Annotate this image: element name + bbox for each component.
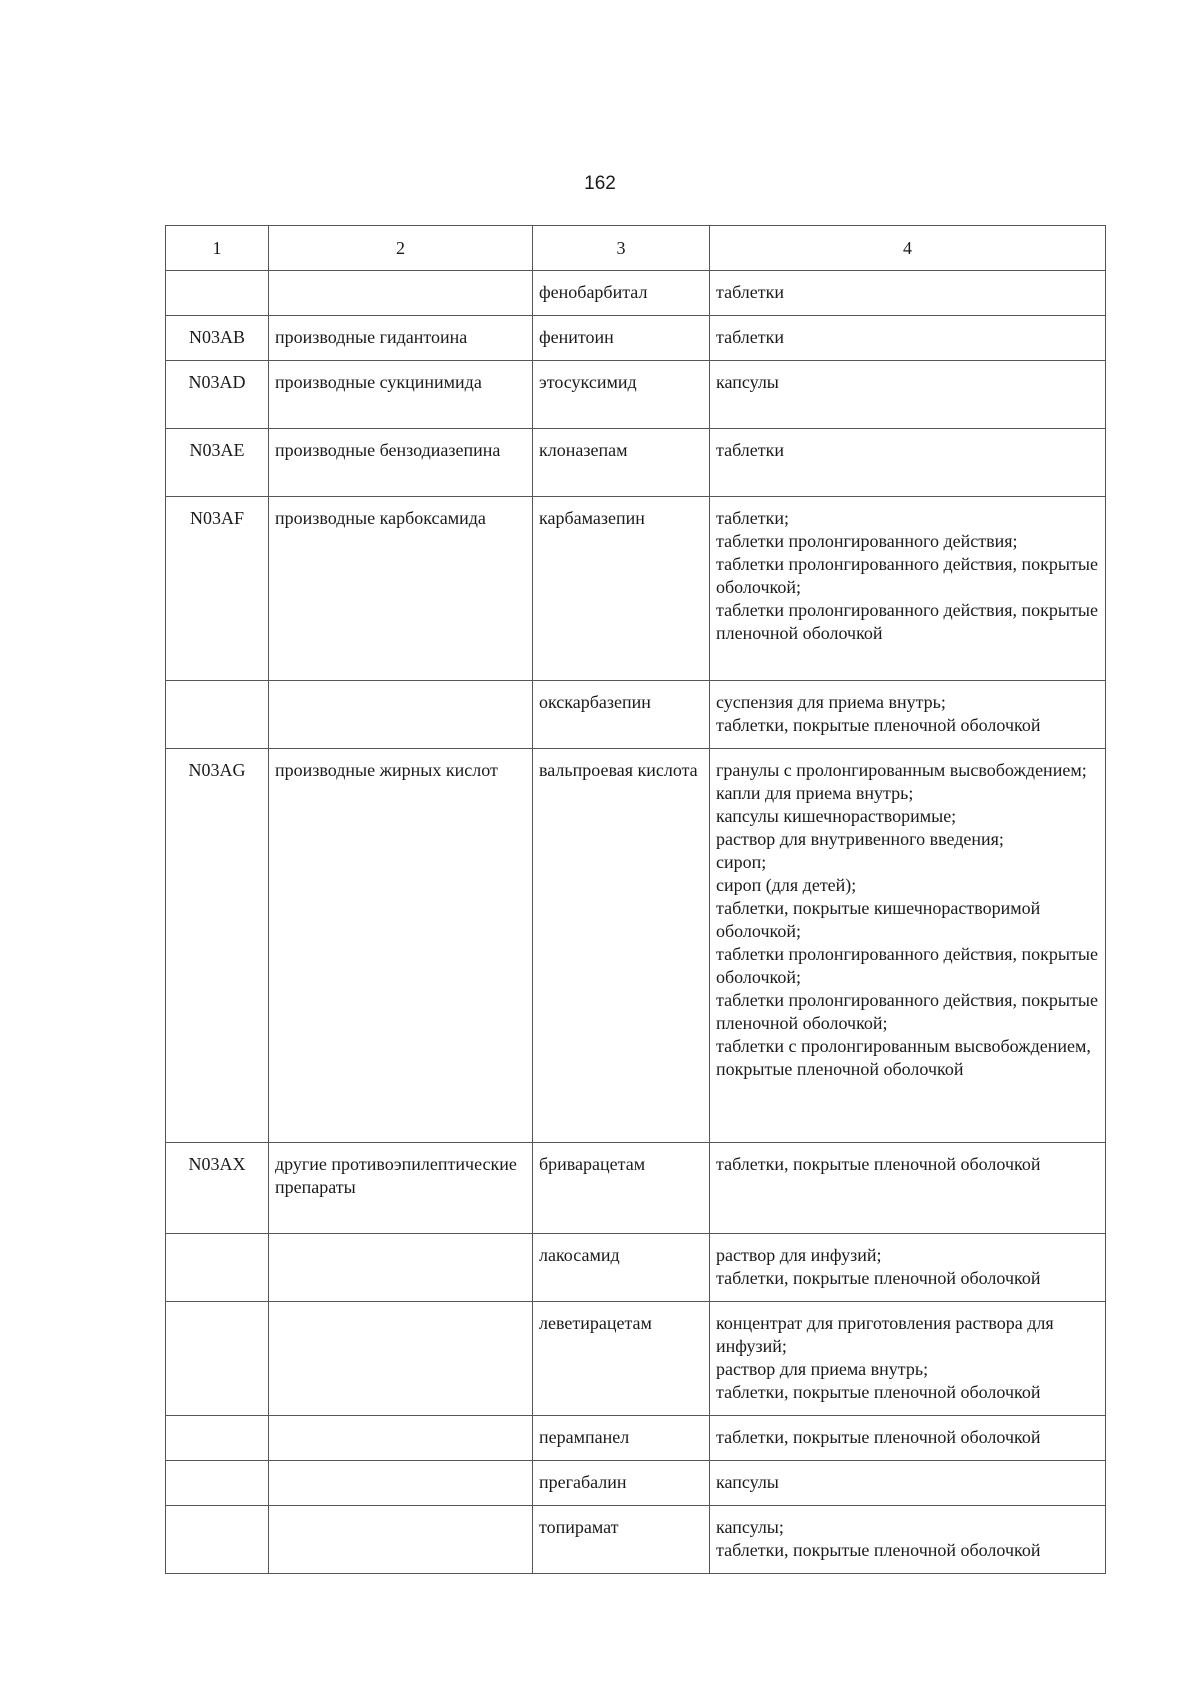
header-cell-2: 2	[269, 226, 533, 271]
atc-code-cell	[166, 1234, 269, 1302]
atc-code-cell	[166, 1461, 269, 1506]
drug-name-cell: леветирацетам	[533, 1302, 710, 1416]
table-row	[166, 429, 1106, 497]
drug-name-cell: этосуксимид	[533, 361, 710, 429]
table-row	[166, 749, 1106, 1143]
dosage-form: таблетки пролонгированного действия, покрытые оболочкой;	[716, 554, 1098, 597]
dosage-form: таблетки пролонгированного действия;	[716, 531, 1018, 551]
dosage-form: таблетки, покрытые пленочной оболочкой	[716, 1427, 1041, 1447]
drug-name-cell: фенитоин	[533, 316, 710, 361]
atc-code-cell: N03AF	[166, 497, 269, 681]
dosage-form: таблетки, покрытые пленочной оболочкой	[716, 1154, 1041, 1174]
dosage-form: сироп;	[716, 852, 767, 872]
dosage-form: таблетки	[716, 282, 785, 302]
atc-code-cell	[166, 271, 269, 316]
table-row	[166, 1143, 1106, 1234]
atc-code-cell: N03AX	[166, 1143, 269, 1234]
table-row	[166, 1506, 1106, 1574]
dosage-forms-cell	[710, 681, 1106, 749]
group-name-cell: производные жирных кислот	[269, 749, 533, 1143]
table-row	[166, 361, 1106, 429]
drug-name-cell: окскарбазепин	[533, 681, 710, 749]
group-name-cell	[269, 1506, 533, 1574]
header-cell-3: 3	[533, 226, 710, 271]
drug-name-cell: карбамазепин	[533, 497, 710, 681]
table-row	[166, 497, 1106, 681]
group-name-cell	[269, 271, 533, 316]
dosage-form: таблетки пролонгированного действия, покрытые пленочной оболочкой	[716, 600, 1098, 643]
dosage-form: таблетки, покрытые пленочной оболочкой	[716, 1540, 1041, 1560]
atc-code-cell: N03AG	[166, 749, 269, 1143]
dosage-form: таблетки, покрытые пленочной оболочкой	[716, 715, 1041, 735]
drug-name-cell: фенобарбитал	[533, 271, 710, 316]
dosage-form: концентрат для приготовления раствора для инфузий;	[716, 1313, 1054, 1356]
table-row	[166, 1234, 1106, 1302]
dosage-forms-cell	[710, 1302, 1106, 1416]
dosage-form: таблетки;	[716, 508, 790, 528]
dosage-form: таблетки, покрытые пленочной оболочкой	[716, 1268, 1041, 1288]
group-name-cell: производные сукцинимида	[269, 361, 533, 429]
atc-code-cell	[166, 1506, 269, 1574]
header-cell-1: 1	[166, 226, 269, 271]
dosage-forms-cell	[710, 1416, 1106, 1461]
dosage-form: таблетки, покрытые пленочной оболочкой	[716, 1382, 1041, 1402]
dosage-forms-cell	[710, 497, 1106, 681]
atc-code-cell: N03AB	[166, 316, 269, 361]
table-row	[166, 316, 1106, 361]
dosage-forms-cell	[710, 1461, 1106, 1506]
dosage-form: таблетки пролонгированного действия, покрытые пленочной оболочкой;	[716, 990, 1098, 1033]
table-row	[166, 1302, 1106, 1416]
dosage-forms-cell	[710, 429, 1106, 497]
dosage-form: таблетки	[716, 440, 785, 460]
drug-name-cell: лакосамид	[533, 1234, 710, 1302]
group-name-cell: производные гидантоина	[269, 316, 533, 361]
dosage-forms-cell	[710, 316, 1106, 361]
dosage-forms-cell	[710, 361, 1106, 429]
group-name-cell	[269, 1234, 533, 1302]
drug-name-cell: прегабалин	[533, 1461, 710, 1506]
header-cell-4: 4	[710, 226, 1106, 271]
table-row	[166, 1416, 1106, 1461]
dosage-form: таблетки, покрытые кишечнорастворимой оболочкой;	[716, 898, 1041, 941]
atc-code-cell: N03AE	[166, 429, 269, 497]
dosage-form: сироп (для детей);	[716, 875, 857, 895]
page-number: 162	[584, 173, 616, 194]
group-name-cell	[269, 681, 533, 749]
dosage-form: капли для приема внутрь;	[716, 783, 914, 803]
dosage-form: таблетки с пролонгированным высвобождением, покрытые пленочной оболочкой	[716, 1036, 1091, 1079]
dosage-form: раствор для приема внутрь;	[716, 1359, 929, 1379]
drug-table	[165, 225, 1106, 1574]
atc-code-cell	[166, 1302, 269, 1416]
group-name-cell: производные бензодиазепина	[269, 429, 533, 497]
table-row	[166, 271, 1106, 316]
dosage-form: капсулы;	[716, 1517, 784, 1537]
dosage-form: таблетки пролонгированного действия, покрытые оболочкой;	[716, 944, 1098, 987]
dosage-form: гранулы с пролонгированным высвобождением;	[716, 760, 1087, 780]
dosage-forms-cell	[710, 749, 1106, 1143]
atc-code-cell: N03AD	[166, 361, 269, 429]
atc-code-cell	[166, 681, 269, 749]
table-row	[166, 1461, 1106, 1506]
dosage-forms-cell	[710, 271, 1106, 316]
drug-name-cell: перампанел	[533, 1416, 710, 1461]
dosage-form: капсулы	[716, 372, 779, 392]
group-name-cell	[269, 1461, 533, 1506]
dosage-form: раствор для инфузий;	[716, 1245, 882, 1265]
drug-name-cell: топирамат	[533, 1506, 710, 1574]
header-row	[166, 226, 1106, 271]
group-name-cell: производные карбоксамида	[269, 497, 533, 681]
dosage-forms-cell	[710, 1506, 1106, 1574]
dosage-forms-cell	[710, 1234, 1106, 1302]
drug-name-cell: вальпроевая кислота	[533, 749, 710, 1143]
group-name-cell	[269, 1416, 533, 1461]
table-row	[166, 681, 1106, 749]
dosage-forms-cell	[710, 1143, 1106, 1234]
drug-name-cell: клоназепам	[533, 429, 710, 497]
table-body	[166, 271, 1106, 1574]
drug-name-cell: бриварацетам	[533, 1143, 710, 1234]
group-name-cell	[269, 1302, 533, 1416]
dosage-form: капсулы кишечнорастворимые;	[716, 806, 957, 826]
group-name-cell: другие противоэпилептические препараты	[269, 1143, 533, 1234]
dosage-form: суспензия для приема внутрь;	[716, 692, 946, 712]
dosage-form: таблетки	[716, 327, 785, 347]
dosage-form: раствор для внутривенного введения;	[716, 829, 1004, 849]
atc-code-cell	[166, 1416, 269, 1461]
dosage-form: капсулы	[716, 1472, 779, 1492]
